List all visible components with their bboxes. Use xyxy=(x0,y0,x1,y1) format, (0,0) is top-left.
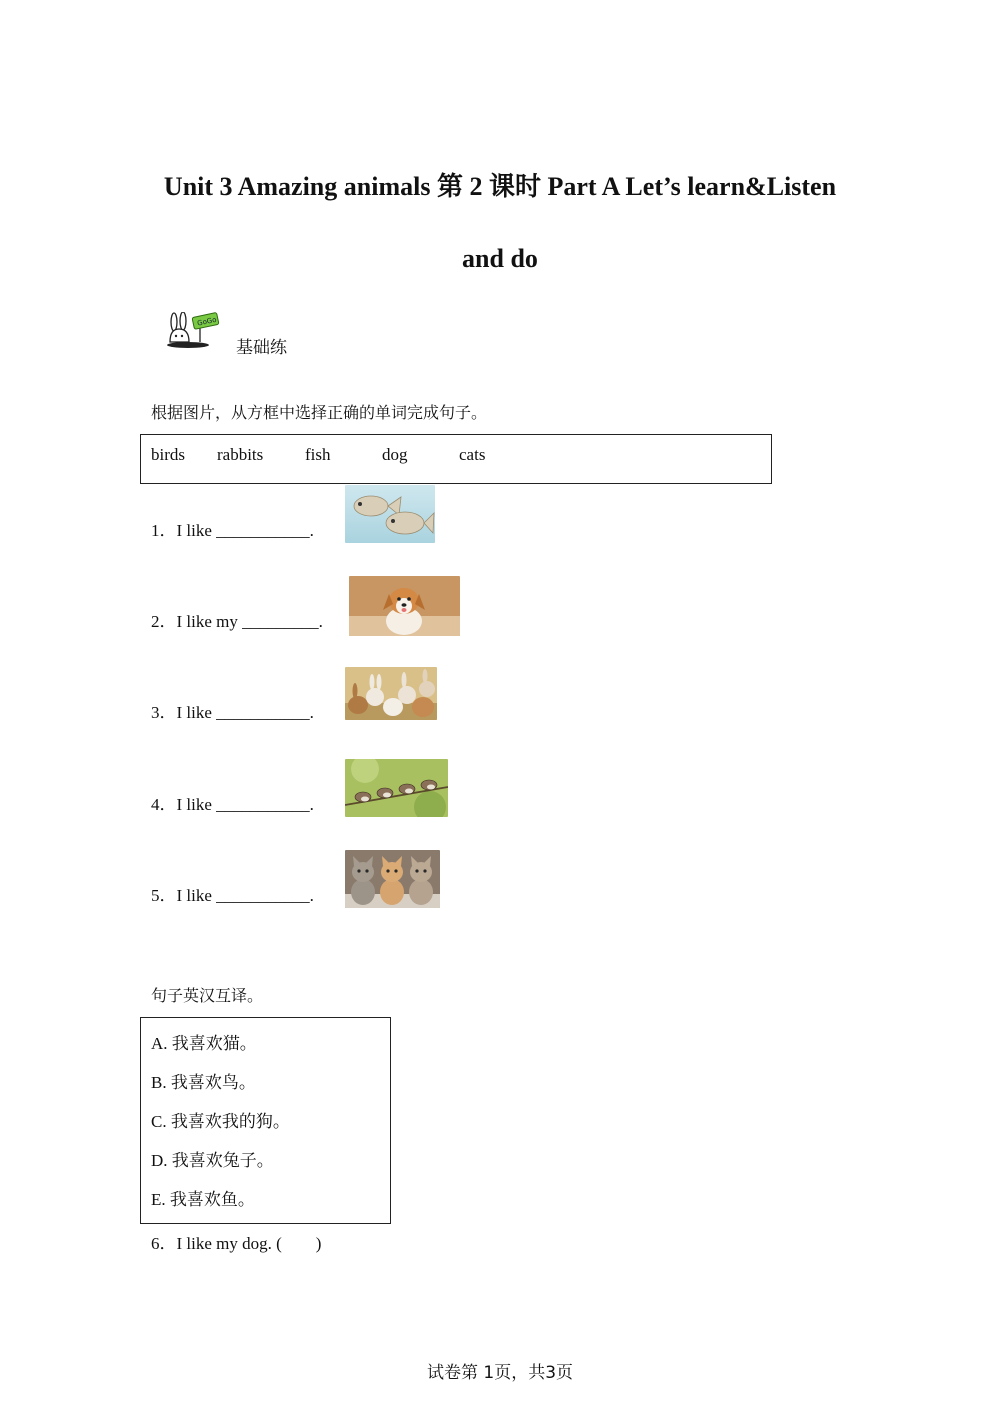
word-bank-item: fish xyxy=(305,445,331,464)
option-d xyxy=(151,1146,274,1171)
option-text: 我喜欢我的狗。 xyxy=(170,1112,290,1132)
option-text: 我喜欢兔子。 xyxy=(171,1151,274,1171)
question-5 xyxy=(151,881,314,906)
options-box xyxy=(140,1017,391,1224)
question-number: 3． xyxy=(151,703,177,722)
birds-image xyxy=(345,759,448,817)
part1-instruction: 根据图片，从方框中选择正确的单词完成句子。 xyxy=(151,403,488,422)
option-letter: B. xyxy=(151,1073,167,1092)
question-text: I like my _________. xyxy=(176,612,323,631)
option-letter: D. xyxy=(151,1151,168,1170)
question-2 xyxy=(151,607,323,632)
option-e xyxy=(151,1185,255,1210)
option-text: 我喜欢鱼。 xyxy=(169,1190,255,1210)
page-title-line-2: and do xyxy=(462,244,538,273)
svg-text:GoGo: GoGo xyxy=(196,315,218,328)
option-text: 我喜欢鸟。 xyxy=(170,1073,256,1093)
option-b xyxy=(151,1068,256,1093)
part2-instruction: 句子英汉互译。 xyxy=(151,986,264,1005)
question-6 xyxy=(151,1229,321,1254)
question-4 xyxy=(151,790,314,815)
question-text: I like ___________. xyxy=(176,703,314,722)
option-letter: A. xyxy=(151,1034,168,1053)
page-title-line-1: Unit 3 Amazing animals 第 2 课时 Part A Let’s learn&Listen xyxy=(163,172,837,201)
word-bank-box xyxy=(140,434,772,484)
question-number: 6． xyxy=(151,1234,177,1253)
option-a xyxy=(151,1029,257,1054)
option-letter: E. xyxy=(151,1190,166,1209)
option-letter: C. xyxy=(151,1112,167,1131)
question-text: I like my dog. ( ) xyxy=(176,1234,322,1253)
option-text: 我喜欢猫。 xyxy=(171,1034,257,1054)
page-footer: 试卷第 1页，共3页 xyxy=(426,1363,574,1383)
word-bank-item: cats xyxy=(459,445,486,464)
rabbit-mascot-icon xyxy=(166,312,222,352)
word-bank-item: dog xyxy=(382,445,408,464)
rabbits-image xyxy=(345,667,437,720)
question-text: I like ___________. xyxy=(176,886,314,905)
word-bank-item: birds xyxy=(151,445,185,464)
word-bank-item: rabbits xyxy=(217,445,264,464)
cats-image xyxy=(345,850,440,908)
question-number: 1． xyxy=(151,521,177,540)
dog-image xyxy=(349,576,460,636)
question-text: I like ___________. xyxy=(176,795,314,814)
question-number: 5． xyxy=(151,886,177,905)
question-text: I like ___________. xyxy=(176,521,314,540)
fish-image xyxy=(345,485,435,543)
question-3 xyxy=(151,698,314,723)
question-number: 2． xyxy=(151,612,177,631)
question-1 xyxy=(151,516,314,541)
question-number: 4． xyxy=(151,795,177,814)
option-c xyxy=(151,1107,290,1132)
section-label: 基础练 xyxy=(236,338,287,358)
